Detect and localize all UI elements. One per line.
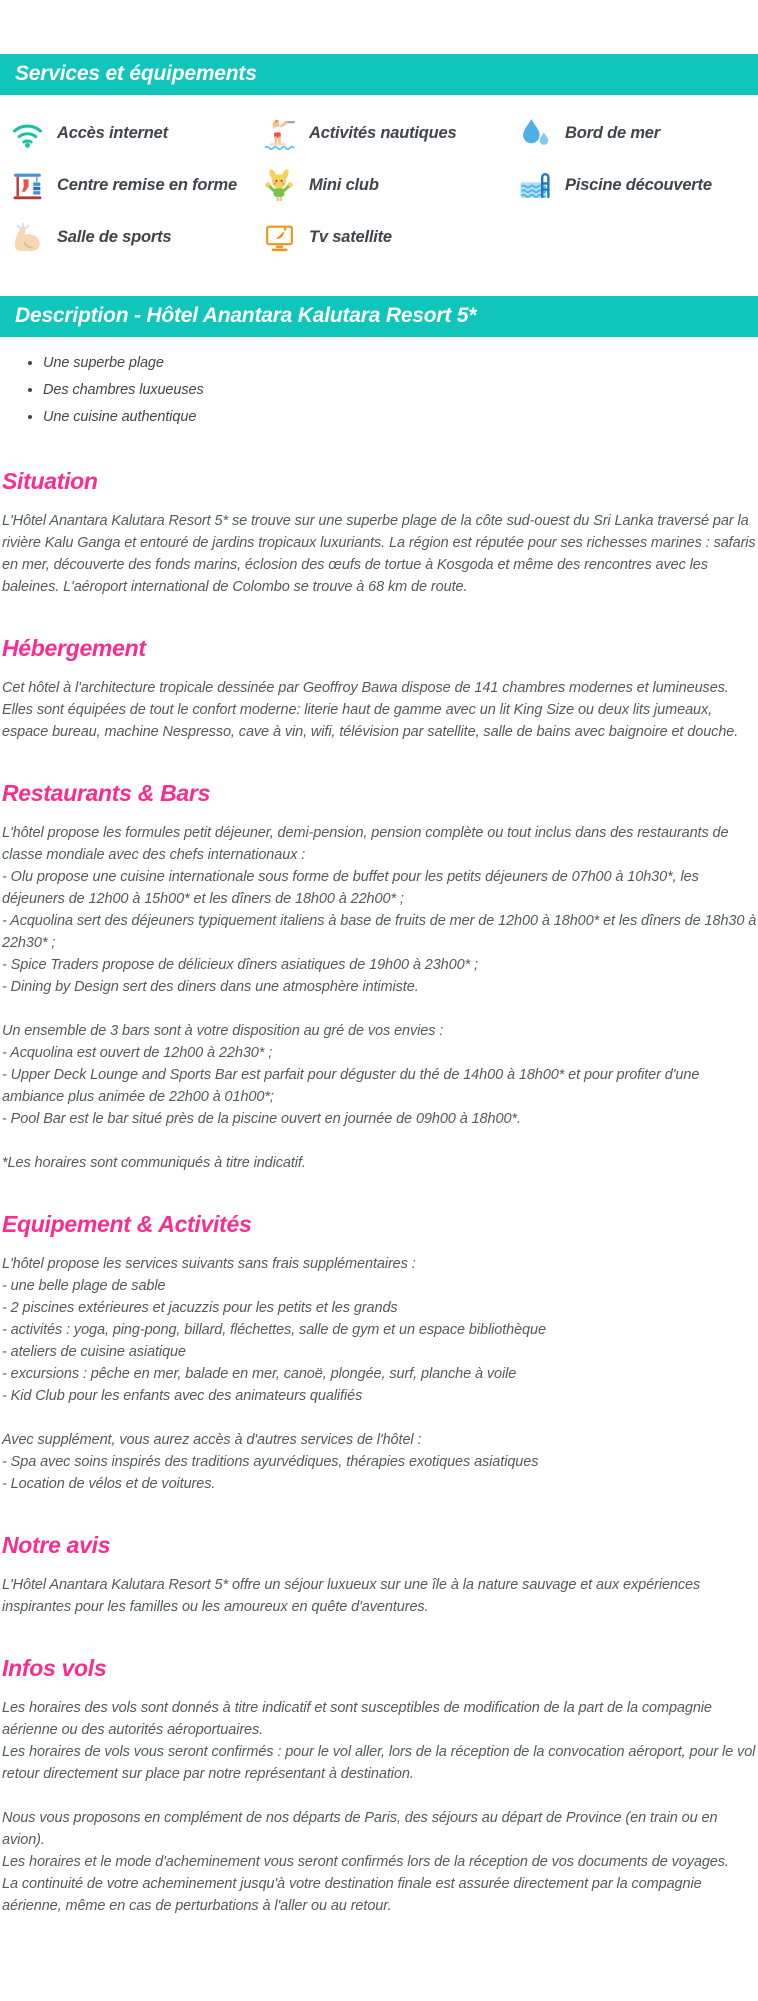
notre-avis-text <box>2 1574 758 1618</box>
water-drops-icon <box>518 116 552 150</box>
services-section-title: Services et équipements <box>15 62 257 85</box>
hebergement-text <box>2 677 758 743</box>
paragraph: - 2 piscines extérieures et jacuzzis pour les petits et les grands <box>2 1300 398 1316</box>
paragraph: L'hôtel propose les services suivants sans frais supplémentaires : <box>2 1256 416 1272</box>
paragraph: L'hôtel propose les formules petit déjeuner, demi-pension, pension complète ou tout inclus dans des restaurants de classe mondiale avec des chefs internationaux : <box>2 825 729 863</box>
restaurants-text-block-1 <box>2 822 758 998</box>
paragraph: - Spa avec soins inspirés des traditions ayurvédiques, thérapies exotiques asiatiques <box>2 1454 539 1470</box>
service-label: Salle de sports <box>57 227 172 246</box>
service-label: Centre remise en forme <box>57 175 237 194</box>
service-label: Bord de mer <box>565 123 660 142</box>
paragraph: *Les horaires sont communiqués à titre indicatif. <box>2 1155 306 1171</box>
wifi-icon <box>10 116 44 150</box>
services-grid <box>0 95 758 263</box>
equipement-text-block-2 <box>2 1429 758 1495</box>
highlight-item: • Une cuisine authentique <box>43 404 758 431</box>
paragraph: - Upper Deck Lounge and Sports Bar est parfait pour déguster du thé de 14h00 à 18h00* et pour profiter d'une ambiance plus animée de 22h00 à 01h00*; <box>2 1067 700 1105</box>
paragraph: - Pool Bar est le bar situé près de la piscine ouvert en journée de 09h00 à 18h00*. <box>2 1111 521 1127</box>
hotel-detail-page <box>0 54 758 1917</box>
paragraph: L'Hôtel Anantara Kalutara Resort 5* offre un séjour luxueux sur une île à la nature sauvage et aux expériences inspirantes pour les familles ou les amoureux en quête d'aventures. <box>2 1577 701 1615</box>
service-item-activites-nautiques <box>262 116 518 150</box>
tv-satellite-icon <box>262 220 296 254</box>
paragraph: Un ensemble de 3 bars sont à votre disposition au gré de vos envies : <box>2 1023 444 1039</box>
service-item-centre-remise-en-forme <box>10 168 262 202</box>
paragraph: Avec supplément, vous aurez accès à d'autres services de l'hôtel : <box>2 1432 422 1448</box>
pool-ladder-icon <box>518 168 552 202</box>
service-label: Tv satellite <box>309 227 392 246</box>
paragraph: - Acquolina est ouvert de 12h00 à 22h30* ; <box>2 1045 273 1061</box>
paragraph: - ateliers de cuisine asiatique <box>2 1344 186 1360</box>
muscle-arm-icon <box>10 220 44 254</box>
paragraph: - Spice Traders propose de délicieux dîners asiatiques de 19h00 à 23h00* ; <box>2 957 478 973</box>
kids-club-icon <box>262 168 296 202</box>
service-label: Accès internet <box>57 123 168 142</box>
service-item-salle-de-sports <box>10 220 262 254</box>
service-item-piscine-decouverte <box>518 168 758 202</box>
heading-restaurants-bars: Restaurants & Bars <box>2 780 211 806</box>
paragraph: - activités : yoga, ping-pong, billard, fléchettes, salle de gym et un espace bibliothèque <box>2 1322 546 1338</box>
paragraph: - Dining by Design sert des diners dans une atmosphère intimiste. <box>2 979 419 995</box>
heading-notre-avis: Notre avis <box>2 1532 111 1558</box>
description-body <box>0 468 758 1917</box>
situation-text <box>2 510 758 598</box>
paragraph: Les horaires des vols sont donnés à titre indicatif et sont susceptibles de modification de la part de la compagnie aérienne ou des autorités aéroportuaires. <box>2 1700 712 1738</box>
gym-machine-icon <box>10 168 44 202</box>
restaurants-text-block-3 <box>2 1152 758 1174</box>
highlights-list <box>0 350 758 431</box>
equipement-text-block-1 <box>2 1253 758 1407</box>
service-label: Mini club <box>309 175 379 194</box>
service-item-mini-club <box>262 168 518 202</box>
paragraph: Nous vous proposons en complément de nos départs de Paris, des séjours au départ de Province (en train ou en avion). <box>2 1810 718 1848</box>
paragraph: La continuité de votre acheminement jusqu'à votre destination finale est assurée directement par la compagnie aérienne, même en cas de perturbations à l'aller ou au retour. <box>2 1876 702 1914</box>
paragraph: Cet hôtel à l'architecture tropicale dessinée par Geoffroy Bawa dispose de 141 chambres modernes et lumineuses. Elles sont équipées de tout le confort moderne: literie haut de gamme avec un lit King Size ou deux lits jumeaux, espace bureau, machine Nespresso, cave à vin, wifi, télévision par satellite, salle de bains avec baignoire et douche. <box>2 680 739 740</box>
service-item-bord-de-mer <box>518 116 758 150</box>
highlight-item: • Des chambres luxueuses <box>43 377 758 404</box>
restaurants-text-block-2 <box>2 1020 758 1130</box>
heading-equipement-activites: Equipement & Activités <box>2 1211 252 1237</box>
paragraph: - Olu propose une cuisine internationale sous forme de buffet pour les petits déjeuners de 07h00 à 10h30*, les déjeuners de 12h00 à 15h00* et les dîners de 18h00 à 22h00* ; <box>2 869 699 907</box>
heading-infos-vols: Infos vols <box>2 1655 107 1681</box>
service-item-tv-satellite <box>262 220 518 254</box>
paragraph: - excursions : pêche en mer, balade en mer, canoë, plongée, surf, planche à voile <box>2 1366 517 1382</box>
paragraph: - Acquolina sert des déjeuners typiquement italiens à base de fruits de mer de 12h00 à 18h00* et les dîners de 18h30 à 22h30* ; <box>2 913 757 951</box>
heading-situation: Situation <box>2 468 98 494</box>
services-section-header <box>0 54 758 95</box>
service-label: Activités nautiques <box>309 123 457 142</box>
paragraph: - Location de vélos et de voitures. <box>2 1476 216 1492</box>
description-section-header <box>0 296 758 337</box>
infos-vols-text-block-2 <box>2 1807 758 1917</box>
service-label: Piscine découverte <box>565 175 712 194</box>
paragraph: L'Hôtel Anantara Kalutara Resort 5* se trouve sur une superbe plage de la côte sud-ouest du Sri Lanka traversé par la rivière Kalu Ganga et entouré de jardins tropicaux luxuriants. La région est réputée pour ses richesses marines : safaris en mer, découverte des fonds marins, éclosion des œufs de tortue à Kosgoda et même des rencontres avec les baleines. L'aéroport international de Colombo se trouve à 68 km de route. <box>2 513 756 595</box>
paragraph: Les horaires de vols vous seront confirmés : pour le vol aller, lors de la réception de la convocation aéroport, pour le vol retour directement sur place par notre représentant à destination. <box>2 1744 756 1782</box>
highlight-item: • Une superbe plage <box>43 350 758 377</box>
description-section-title: Description - Hôtel Anantara Kalutara Resort 5* <box>15 304 477 327</box>
paragraph: - Kid Club pour les enfants avec des animateurs qualifiés <box>2 1388 363 1404</box>
infos-vols-text-block-1 <box>2 1697 758 1785</box>
water-ski-icon <box>262 116 296 150</box>
heading-hebergement: Hébergement <box>2 635 146 661</box>
paragraph: Les horaires et le mode d'acheminement vous seront confirmés lors de la réception de vos documents de voyages. <box>2 1854 729 1870</box>
service-item-acces-internet <box>10 116 262 150</box>
paragraph: - une belle plage de sable <box>2 1278 166 1294</box>
